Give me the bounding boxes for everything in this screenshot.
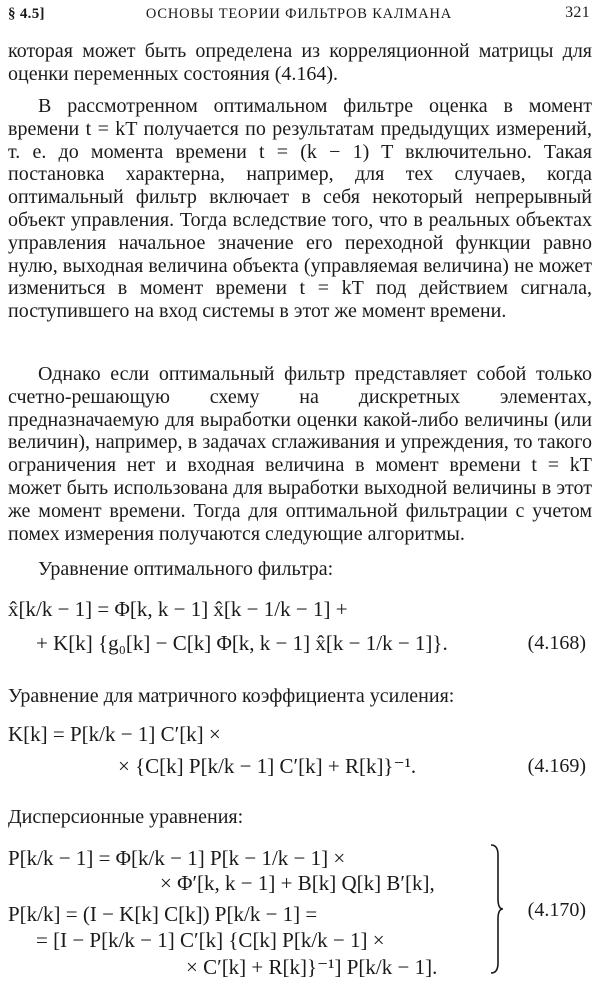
label-gain-equation: Уравнение для матричного коэффициента усиления: [8, 685, 455, 707]
paragraph-filter-timing: В рассмотренном оптимальном фильтре оценка в момент времени t = kT получается по результатам предыдущих измерений, т. е. до момента времени t = (k − 1) T включительно. Такая постановка характерна, например, для тех случаев, когда оптимальный фильтр включает в себя некоторый непрерывный объект управления. Тогда вследствие того, что в реальных объектах управления начальное значение его переходной функции равно нулю, выходная величина объекта (управляемая величина) не может измениться в момент времени t = kT под действием сигнала, поступившего на вход системы в этот же момент времени. [8, 95, 592, 323]
equation-4-170-line-1: P[k/k − 1] = Φ[k/k − 1] P[k − 1/k − 1] × [8, 846, 346, 870]
label-dispersion-equations: Дисперсионные уравнения: [8, 806, 244, 828]
equation-4-169-line-1: K[k] = P[k/k − 1] C′[k] × [8, 722, 221, 746]
label-filter-equation: Уравнение оптимального фильтра: [38, 558, 334, 580]
equation-4-168-line-2: + K[k] {g₀[k] − C[k] Φ[k, k − 1] x̂[k − 1/k − 1]}. [36, 631, 448, 655]
equation-number-4-170: (4.170) [527, 899, 586, 921]
paragraph-computing-scheme: Однако если оптимальный фильтр представляет собой только счетно-решающую схему на дискретных элементах, предназначаемую для выработки оценки какой-либо величины (или величин), например, в задачах сглаживания и упреждения, то такого ограничения нет и входная величина в момент времени t = kT может быть использована для выработки выходной величины в этот же момент времени. Тогда для оптимальной фильтрации с учетом помех измерения получаются следующие алгоритмы. [8, 363, 592, 545]
page-number: 321 [565, 4, 590, 21]
equation-4-170-line-3: P[k/k] = (I − K[k] C[k]) P[k/k − 1] = [8, 902, 318, 926]
equation-4-169-line-2: × {C[k] P[k/k − 1] C′[k] + R[k]}⁻¹. [118, 754, 417, 778]
equation-number-4-168: (4.168) [527, 632, 586, 654]
running-title: ОСНОВЫ ТЕОРИИ ФИЛЬТРОВ КАЛМАНА [145, 6, 453, 22]
equation-number-4-169: (4.169) [527, 755, 586, 777]
equation-4-170-line-2: × Φ′[k, k − 1] + B[k] Q[k] B′[k], [160, 871, 435, 895]
page-header [8, 4, 590, 28]
right-brace [490, 843, 504, 975]
section-marker: § 4.5] [8, 6, 45, 22]
equation-4-168-line-1: x̂[k/k − 1] = Φ[k, k − 1] x̂[k − 1/k − 1] + [8, 597, 348, 621]
paragraph-continuation: которая может быть определена из корреляционной матрицы для оценки переменных состояния (4.164). [8, 40, 592, 85]
equation-4-170-line-4: = [I − P[k/k − 1] C′[k] {C[k] P[k/k − 1] × [36, 928, 385, 952]
equation-4-170-line-5: × C′[k] + R[k]}⁻¹] P[k/k − 1]. [186, 955, 438, 979]
